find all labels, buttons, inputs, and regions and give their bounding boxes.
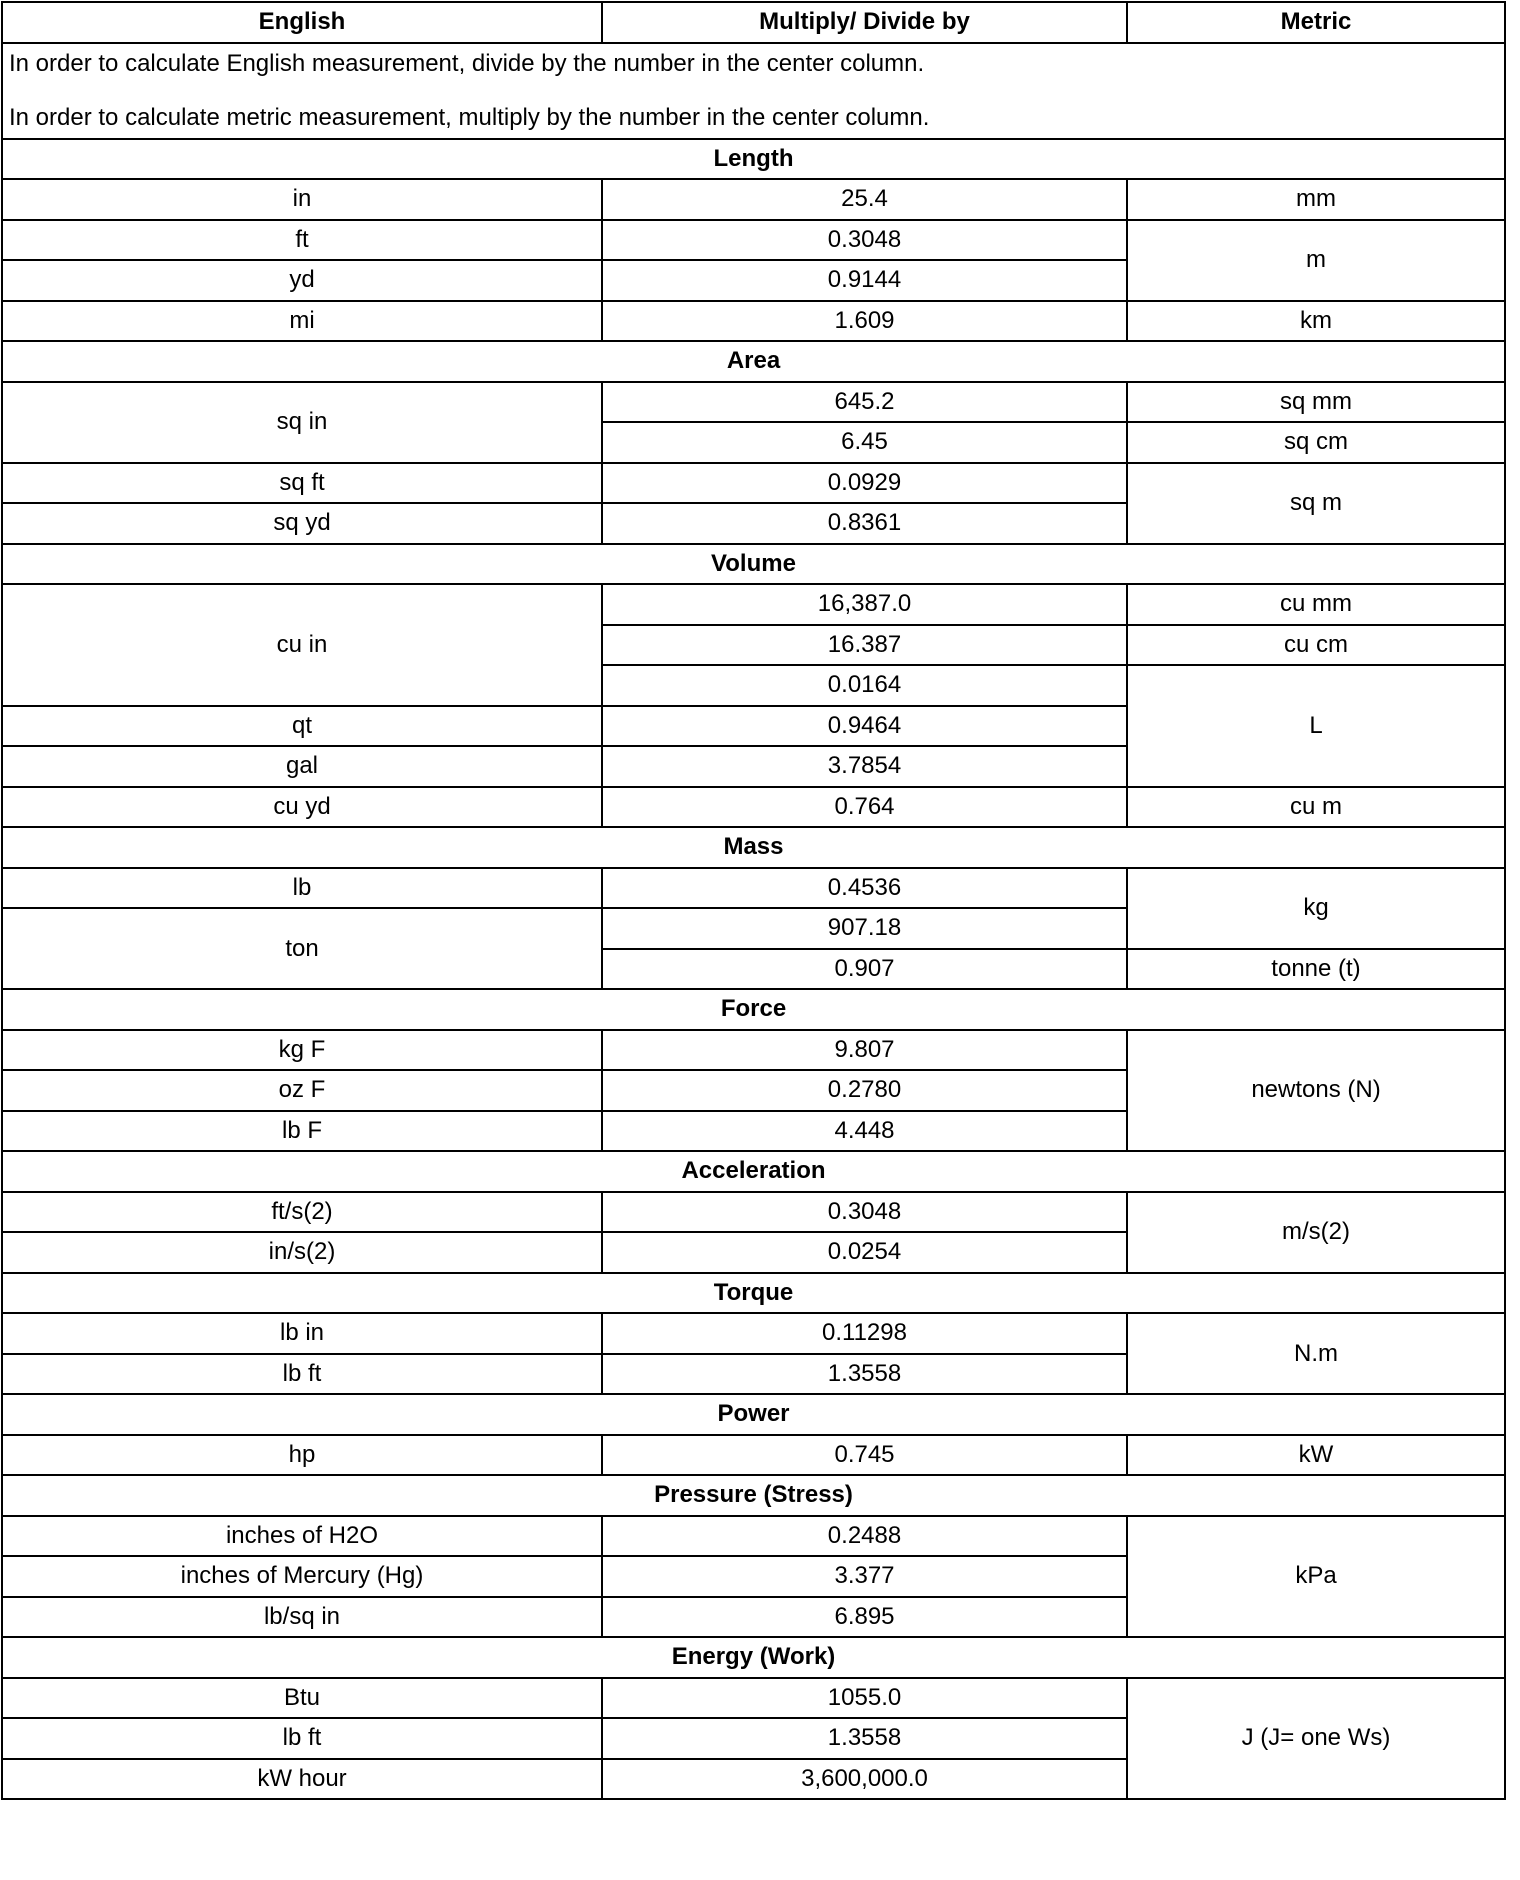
section-title-force: Force xyxy=(2,989,1505,1030)
table-row xyxy=(2,787,1505,828)
metric-unit-cell: km xyxy=(1127,301,1505,342)
english-unit-cell: lb ft xyxy=(2,1718,602,1759)
metric-unit-cell: newtons (N) xyxy=(1127,1030,1505,1152)
factor-cell: 9.807 xyxy=(602,1030,1127,1071)
metric-unit-cell: sq mm xyxy=(1127,382,1505,423)
english-unit-cell: in xyxy=(2,179,602,220)
section-title-volume: Volume xyxy=(2,544,1505,585)
factor-cell: 0.3048 xyxy=(602,220,1127,261)
section-title-energy-work: Energy (Work) xyxy=(2,1637,1505,1678)
metric-unit-cell: kPa xyxy=(1127,1516,1505,1638)
factor-cell: 0.11298 xyxy=(602,1313,1127,1354)
english-unit-cell: sq in xyxy=(2,382,602,463)
section-row-area xyxy=(2,341,1505,382)
factor-cell: 6.895 xyxy=(602,1597,1127,1638)
table-row xyxy=(2,1678,1505,1719)
factor-cell: 0.4536 xyxy=(602,868,1127,909)
english-unit-cell: sq yd xyxy=(2,503,602,544)
factor-cell: 0.2780 xyxy=(602,1070,1127,1111)
factor-cell: 4.448 xyxy=(602,1111,1127,1152)
table-row xyxy=(2,463,1505,504)
factor-cell: 1055.0 xyxy=(602,1678,1127,1719)
section-row-power xyxy=(2,1394,1505,1435)
header-metric: Metric xyxy=(1127,2,1505,43)
section-row-force xyxy=(2,989,1505,1030)
english-unit-cell: lb ft xyxy=(2,1354,602,1395)
factor-cell: 907.18 xyxy=(602,908,1127,949)
table-row xyxy=(2,1516,1505,1557)
metric-unit-cell: cu mm xyxy=(1127,584,1505,625)
metric-unit-cell: m/s(2) xyxy=(1127,1192,1505,1273)
english-unit-cell: gal xyxy=(2,746,602,787)
section-title-torque: Torque xyxy=(2,1273,1505,1314)
section-title-length: Length xyxy=(2,139,1505,180)
english-unit-cell: ft/s(2) xyxy=(2,1192,602,1233)
english-unit-cell: qt xyxy=(2,706,602,747)
metric-unit-cell: J (J= one Ws) xyxy=(1127,1678,1505,1800)
factor-cell: 0.0929 xyxy=(602,463,1127,504)
factor-cell: 1.3558 xyxy=(602,1718,1127,1759)
english-unit-cell: sq ft xyxy=(2,463,602,504)
table-row xyxy=(2,179,1505,220)
section-row-volume xyxy=(2,544,1505,585)
metric-unit-cell: tonne (t) xyxy=(1127,949,1505,990)
metric-unit-cell: m xyxy=(1127,220,1505,301)
conversion-table xyxy=(1,1,1506,1800)
table-row xyxy=(2,868,1505,909)
section-title-power: Power xyxy=(2,1394,1505,1435)
metric-unit-cell: kg xyxy=(1127,868,1505,949)
english-unit-cell: cu in xyxy=(2,584,602,706)
factor-cell: 0.0164 xyxy=(602,665,1127,706)
metric-unit-cell: mm xyxy=(1127,179,1505,220)
table-row xyxy=(2,301,1505,342)
factor-cell: 0.3048 xyxy=(602,1192,1127,1233)
intro-row xyxy=(2,43,1505,139)
metric-unit-cell: sq cm xyxy=(1127,422,1505,463)
factor-cell: 0.9464 xyxy=(602,706,1127,747)
metric-unit-cell: kW xyxy=(1127,1435,1505,1476)
header-row xyxy=(2,2,1505,43)
header-factor: Multiply/ Divide by xyxy=(602,2,1127,43)
section-row-energy-work xyxy=(2,1637,1505,1678)
section-title-area: Area xyxy=(2,341,1505,382)
conversion-table-body xyxy=(2,43,1505,1800)
english-unit-cell: ft xyxy=(2,220,602,261)
english-unit-cell: kW hour xyxy=(2,1759,602,1800)
factor-cell: 3.7854 xyxy=(602,746,1127,787)
english-unit-cell: inches of H2O xyxy=(2,1516,602,1557)
english-unit-cell: yd xyxy=(2,260,602,301)
factor-cell: 0.2488 xyxy=(602,1516,1127,1557)
english-unit-cell: cu yd xyxy=(2,787,602,828)
metric-unit-cell: L xyxy=(1127,665,1505,787)
table-row xyxy=(2,1435,1505,1476)
section-row-pressure-stress xyxy=(2,1475,1505,1516)
english-unit-cell: lb in xyxy=(2,1313,602,1354)
factor-cell: 1.609 xyxy=(602,301,1127,342)
table-row xyxy=(2,1192,1505,1233)
english-unit-cell: inches of Mercury (Hg) xyxy=(2,1556,602,1597)
english-unit-cell: Btu xyxy=(2,1678,602,1719)
english-unit-cell: kg F xyxy=(2,1030,602,1071)
factor-cell: 1.3558 xyxy=(602,1354,1127,1395)
factor-cell: 0.907 xyxy=(602,949,1127,990)
english-unit-cell: oz F xyxy=(2,1070,602,1111)
factor-cell: 3.377 xyxy=(602,1556,1127,1597)
factor-cell: 645.2 xyxy=(602,382,1127,423)
section-title-acceleration: Acceleration xyxy=(2,1151,1505,1192)
table-row xyxy=(2,584,1505,625)
english-unit-cell: lb xyxy=(2,868,602,909)
factor-cell: 25.4 xyxy=(602,179,1127,220)
table-row xyxy=(2,220,1505,261)
factor-cell: 6.45 xyxy=(602,422,1127,463)
section-row-mass xyxy=(2,827,1505,868)
section-title-pressure-stress: Pressure (Stress) xyxy=(2,1475,1505,1516)
section-row-acceleration xyxy=(2,1151,1505,1192)
english-unit-cell: mi xyxy=(2,301,602,342)
english-unit-cell: lb F xyxy=(2,1111,602,1152)
english-unit-cell: ton xyxy=(2,908,602,989)
factor-cell: 0.0254 xyxy=(602,1232,1127,1273)
metric-unit-cell: sq m xyxy=(1127,463,1505,544)
section-row-torque xyxy=(2,1273,1505,1314)
english-unit-cell: in/s(2) xyxy=(2,1232,602,1273)
section-row-length xyxy=(2,139,1505,180)
english-unit-cell: lb/sq in xyxy=(2,1597,602,1638)
metric-unit-cell: N.m xyxy=(1127,1313,1505,1394)
factor-cell: 16.387 xyxy=(602,625,1127,666)
table-row xyxy=(2,1030,1505,1071)
factor-cell: 16,387.0 xyxy=(602,584,1127,625)
intro-metric-note: In order to calculate metric measurement, multiply by the number in the center column. xyxy=(9,103,930,131)
factor-cell: 0.764 xyxy=(602,787,1127,828)
factor-cell: 0.9144 xyxy=(602,260,1127,301)
metric-unit-cell: cu m xyxy=(1127,787,1505,828)
factor-cell: 0.8361 xyxy=(602,503,1127,544)
table-row xyxy=(2,382,1505,423)
section-title-mass: Mass xyxy=(2,827,1505,868)
metric-unit-cell: cu cm xyxy=(1127,625,1505,666)
intro-english-note: In order to calculate English measurement, divide by the number in the center column. xyxy=(9,49,925,77)
english-unit-cell: hp xyxy=(2,1435,602,1476)
header-english: English xyxy=(2,2,602,43)
intro-cell xyxy=(2,43,1505,139)
factor-cell: 0.745 xyxy=(602,1435,1127,1476)
factor-cell: 3,600,000.0 xyxy=(602,1759,1127,1800)
table-row xyxy=(2,1313,1505,1354)
